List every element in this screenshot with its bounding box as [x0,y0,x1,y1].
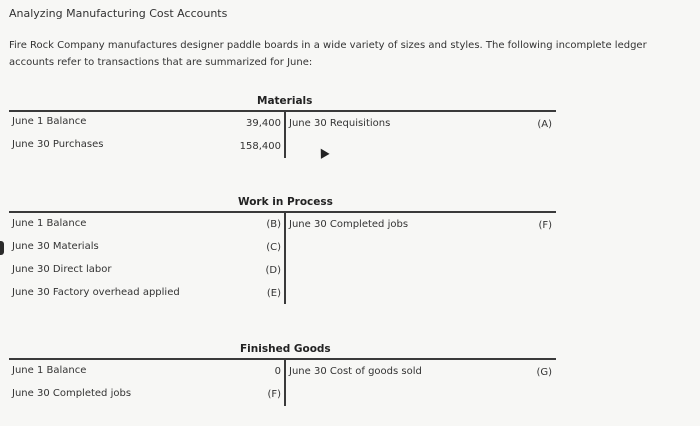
finished-goods-center-rule [284,360,286,406]
materials-center-rule [284,112,286,158]
finished-goods-debit-label: June 1 Balance [12,365,87,376]
finished-goods-top-rule [9,358,556,360]
wip-credit-amount: (F) [538,220,552,231]
wip-debit-label: June 30 Factory overhead applied [12,287,180,298]
wip-debit-label: June 30 Direct labor [12,264,112,275]
wip-top-rule [9,211,556,213]
page-title: Analyzing Manufacturing Cost Accounts [9,7,228,20]
finished-goods-credit-label: June 30 Cost of goods sold [289,366,422,377]
page-edge-marker [0,241,4,255]
wip-debit-amount: (D) [265,265,281,276]
materials-debit-amount: 158,400 [239,141,281,152]
wip-debit-label: June 1 Balance [12,218,87,229]
materials-top-rule [9,110,556,112]
wip-debit-label: June 30 Materials [12,241,99,252]
materials-debit-amount: 39,400 [246,118,281,129]
materials-title: Materials [257,95,313,107]
finished-goods-debit-label: June 30 Completed jobs [12,388,132,399]
materials-credit-label: June 30 Requisitions [289,118,391,129]
wip-debit-amount: (E) [266,288,281,299]
materials-debit-label: June 30 Purchases [12,139,104,150]
wip-center-rule [284,213,286,304]
materials-debit-label: June 1 Balance [12,116,87,127]
finished-goods-credit-amount: (G) [536,367,552,378]
finished-goods-title: Finished Goods [240,343,331,355]
finished-goods-debit-amount: (F) [267,389,281,400]
wip-debit-amount: (B) [266,219,281,230]
finished-goods-debit-amount: 0 [274,366,281,377]
materials-credit-amount: (A) [537,119,552,130]
mouse-cursor-icon [316,146,329,159]
wip-credit-label: June 30 Completed jobs [289,219,409,230]
wip-debit-amount: (C) [266,242,281,253]
wip-title: Work in Process [238,196,333,208]
intro-paragraph: Fire Rock Company manufactures designer paddle boards in a wide variety of sizes and styles. The following incomplete ledger accounts refer to transactions that are summarized for June: [9,40,647,68]
